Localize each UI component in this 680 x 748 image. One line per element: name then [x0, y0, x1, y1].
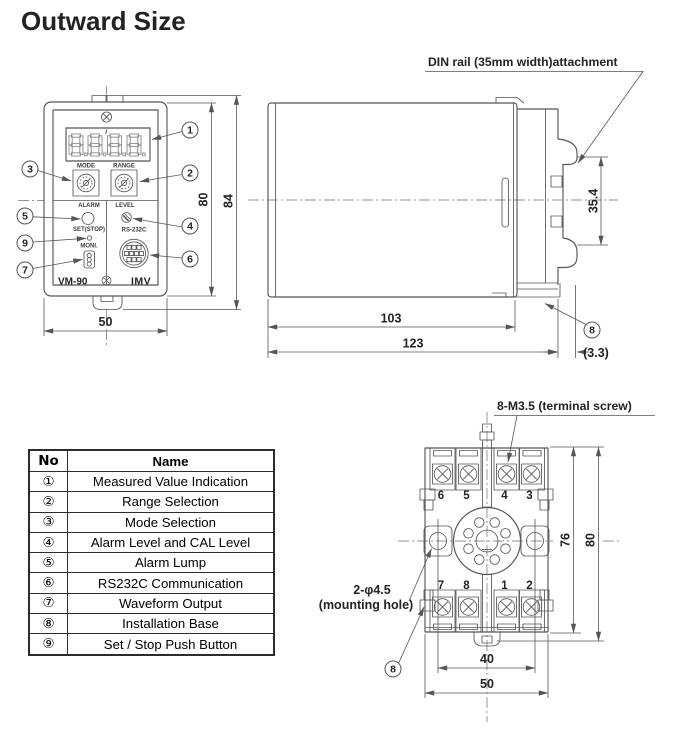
row-name: RS232C Communication: [68, 573, 275, 593]
svg-text:40: 40: [480, 652, 494, 666]
callout-9: [17, 235, 86, 251]
set-stop-button: [87, 236, 91, 240]
row-name: Alarm Lump: [68, 553, 275, 573]
callout-6: [150, 251, 198, 267]
alarm-led: [82, 213, 94, 225]
row-no: ⑨: [29, 634, 68, 655]
callout-7: [17, 260, 83, 279]
svg-text:(3.3): (3.3): [583, 345, 609, 360]
terminal-screw-icon: [459, 464, 479, 484]
svg-text:80: 80: [583, 533, 598, 547]
terminal-screw-icon: [497, 464, 517, 484]
table-row: [29, 614, 274, 634]
table-row: [29, 512, 274, 532]
svg-text:1: 1: [187, 124, 193, 137]
svg-text:8: 8: [589, 324, 595, 337]
installation-base: [492, 283, 560, 297]
svg-text:8-M3.5 (terminal screw): 8-M3.5 (terminal screw): [497, 399, 632, 413]
side-dim-123: [268, 285, 576, 358]
svg-text:2: 2: [187, 167, 193, 180]
terminal-note: [494, 399, 655, 462]
svg-text:2-φ4.5: 2-φ4.5: [353, 583, 391, 597]
table-row: [29, 532, 274, 552]
svg-text:9: 9: [22, 237, 28, 250]
table-row: [29, 593, 274, 613]
svg-text:76: 76: [558, 533, 573, 547]
svg-text:DIN rail (35mm width)attachmen: DIN rail (35mm width)attachment: [428, 55, 618, 69]
svg-text:80: 80: [196, 192, 211, 207]
row-name: Waveform Output: [68, 593, 275, 613]
callout-3: [22, 161, 71, 181]
model-text: VM-90: [58, 276, 88, 288]
terminal-screw-icon: [433, 464, 453, 484]
svg-text:5: 5: [22, 210, 28, 223]
alarm-label: ALARM: [78, 203, 100, 209]
row-no: ①: [29, 472, 68, 492]
mode-label: MODE: [77, 163, 95, 170]
level-screw-icon: [122, 213, 132, 223]
row-name: Set / Stop Push Button: [68, 634, 275, 655]
row-no: ④: [29, 532, 68, 552]
table-row: [29, 573, 274, 593]
set-stop-label: SET(STOP): [73, 227, 105, 233]
row-name: Installation Base: [68, 614, 275, 634]
moni-label: MONI.: [80, 243, 98, 250]
rs232c-connector: [120, 239, 148, 267]
table-row: [29, 553, 274, 573]
table-header-no: No: [29, 450, 68, 472]
rear-slot: [502, 178, 509, 227]
rear-view: [319, 399, 655, 722]
terminal-screw-icon: [433, 597, 453, 617]
svg-text:1: 1: [501, 580, 508, 592]
callout-8-side: [545, 304, 600, 339]
mounting-hole-note: [319, 549, 432, 613]
front-body: [44, 102, 167, 296]
side-dim-103: [268, 299, 515, 358]
svg-text:8: 8: [463, 580, 470, 592]
table-row: [29, 492, 274, 512]
svg-text:2: 2: [526, 580, 533, 592]
terminal-screw-icon: [522, 464, 542, 484]
table-header-name: Name: [68, 450, 275, 472]
svg-text:35.4: 35.4: [586, 188, 601, 214]
row-name: Alarm Level and CAL Level: [68, 532, 275, 552]
terminal-screw-icon: [459, 597, 479, 617]
panel-screw-top-icon: [102, 112, 112, 122]
mounting-lug-right: [521, 519, 549, 563]
rear-dim-40: [438, 563, 535, 673]
callout-1: [152, 122, 198, 140]
svg-text:7: 7: [437, 580, 445, 592]
bottom-clip: [93, 296, 122, 310]
top-clip: [92, 96, 123, 103]
svg-text:6: 6: [437, 490, 445, 502]
range-knob: [115, 174, 133, 192]
rear-dim-50: [425, 634, 548, 698]
page-title: Outward Size: [21, 6, 186, 36]
row-name: Measured Value Indication: [68, 472, 275, 492]
front-dim-50: [44, 298, 167, 336]
svg-text:5: 5: [463, 490, 470, 502]
row-no: ②: [29, 492, 68, 512]
terminal-screw-icon: [497, 597, 517, 617]
svg-text:123: 123: [402, 336, 424, 351]
side-top-tab: [496, 98, 524, 104]
row-no: ⑦: [29, 593, 68, 613]
row-name: Mode Selection: [68, 512, 275, 532]
svg-text:4: 4: [187, 220, 193, 233]
level-label: LEVEL: [115, 203, 135, 209]
svg-text:84: 84: [221, 194, 236, 208]
table-header-row: [29, 450, 274, 472]
row-no: ③: [29, 512, 68, 532]
side-dim-35-4: [577, 157, 608, 245]
mode-knob: [77, 174, 95, 192]
spec-table: [28, 449, 275, 656]
svg-text:3: 3: [526, 490, 533, 502]
svg-text:8: 8: [390, 663, 396, 676]
svg-text:4: 4: [501, 490, 508, 502]
moni-connector: [84, 251, 95, 268]
brand-logo: IMV: [131, 275, 152, 288]
svg-text:3: 3: [27, 163, 33, 176]
front-view: [17, 86, 241, 348]
callout-5: [17, 208, 81, 224]
svg-text:(mounting hole): (mounting hole): [318, 598, 414, 612]
table-row: [29, 472, 274, 492]
row-no: ⑧: [29, 614, 68, 634]
segment-display: [66, 128, 150, 161]
row-no: ⑥: [29, 573, 68, 593]
side-view: [248, 55, 643, 360]
side-dim-3-3: [543, 346, 609, 360]
svg-text:7: 7: [22, 264, 28, 277]
callout-2: [140, 165, 198, 182]
svg-text:50: 50: [98, 315, 113, 329]
svg-text:103: 103: [380, 311, 402, 326]
callout-8-rear: [385, 607, 424, 677]
range-label: RANGE: [113, 163, 135, 170]
row-name: Range Selection: [68, 492, 275, 512]
row-no: ⑤: [29, 553, 68, 573]
din-rail-bracket: [517, 109, 577, 285]
rs232c-label: RS-232C: [121, 227, 147, 234]
table-row: [29, 634, 274, 655]
svg-text:6: 6: [187, 253, 193, 266]
svg-text:50: 50: [480, 677, 494, 691]
